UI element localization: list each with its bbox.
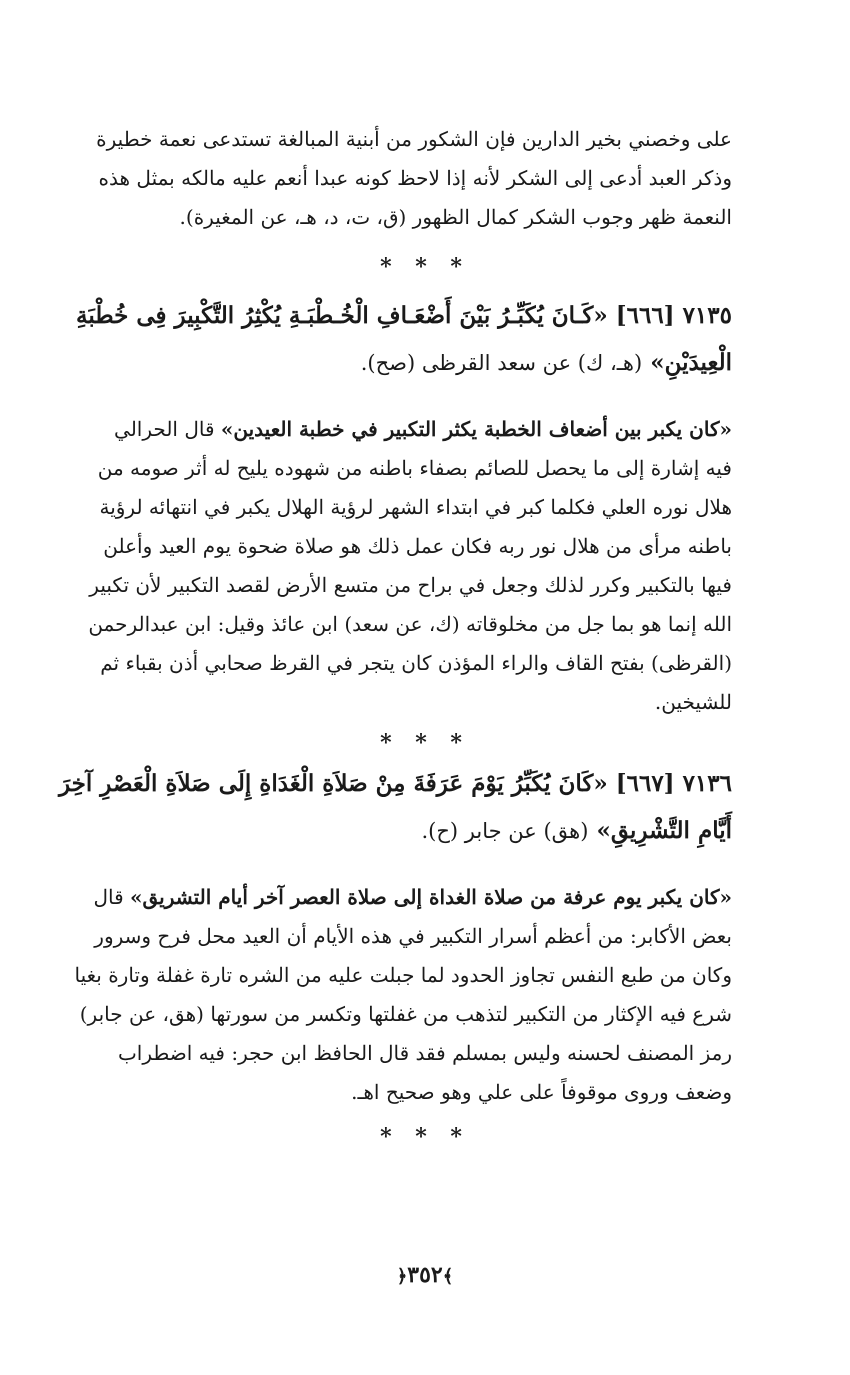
commentary-line: وكان من طبع النفس تجاوز الحدود لما جبلت عليه من الشره تارة غفلة وتارة بغيا: [74, 963, 732, 987]
intro-line: وذكر العبد أدعى إلى الشكر لأنه إذا لاحظ كونه عبدا أنعم عليه مالكه بمثل هذه: [98, 166, 732, 190]
hadith-ref: [٦٦٦]: [615, 302, 675, 329]
hadith-line: [120, 807, 732, 854]
commentary-line: فيه إشارة إلى ما يحصل للصائم بصفاء باطنه من شهوده يليح له أثر صومه من: [97, 456, 732, 480]
intro-line: النعمة ظهر وجوب الشكر كمال الظهور (ق، ت، د، هـ، عن المغيرة).: [179, 205, 732, 229]
intro-paragraph: [96, 120, 732, 237]
commentary-line: [93, 878, 732, 917]
hadith-text: «كَانَ يُكَبِّرُ يَوْمَ عَرَفَةَ مِنْ صَلاَةِ الْغَدَاةِ إِلَى صَلاَةِ الْعَصْرِ آخِرَ: [58, 770, 608, 797]
commentary-text: قال الحرالي: [114, 417, 215, 441]
hadith-line: [76, 292, 732, 339]
commentary-7136: [74, 878, 732, 1112]
commentary-line: فيها بالتكبير وكرر لذلك وجعل في براح من متسع الأرض لقصد التكبير لأن تكبير: [89, 573, 732, 597]
commentary-text: قال: [93, 885, 124, 909]
hadith-7135: [76, 292, 732, 386]
hadith-number: ٧١٣٥: [682, 302, 732, 329]
ornament-right: ﴾: [442, 1266, 454, 1287]
commentary-line: رمز المصنف لحسنه وليس بمسلم فقد قال الحافظ ابن حجر: فيه اضطراب: [117, 1041, 732, 1065]
commentary-line: باطنه مرأى من هلال نور ربه فكان عمل ذلك هو صلاة ضحوة يوم العيد وأعلن: [103, 534, 732, 558]
commentary-quote: «كان يكبر بين أضعاف الخطبة يكثر التكبير في خطبة العيدين»: [220, 417, 732, 441]
commentary-line: الله إنما هو بما جل من مخلوقاته (ك، عن سعد) ابن عائذ وقيل: ابن عبدالرحمن: [88, 612, 732, 636]
hadith-text: الْعِيدَيْنِ»: [650, 349, 732, 376]
section-separator: * * *: [380, 254, 470, 280]
hadith-line: [58, 760, 732, 807]
ornament-left: ﴿: [396, 1266, 408, 1287]
intro-line: على وخصني بخير الدارين فإن الشكور من أبنية المبالغة تستدعى نعمة خطيرة: [96, 127, 732, 151]
page-footer: [0, 1262, 850, 1288]
commentary-quote: «كان يكبر يوم عرفة من صلاة الغداة إلى صلاة العصر آخر أيام التشريق»: [130, 885, 732, 909]
commentary-line: بعض الأكابر: من أعظم أسرار التكبير في هذه الأيام أن العيد محل فرح وسرور: [94, 924, 732, 948]
hadith-source: (هـ، ك) عن سعد القرظى (صح).: [360, 351, 643, 375]
hadith-line: [120, 339, 732, 386]
commentary-line: [114, 410, 732, 449]
hadith-source: (هق) عن جابر (ح).: [421, 819, 589, 843]
commentary-line: (القرظى) بفتح القاف والراء المؤذن كان يتجر في القرظ صحابي أذن بقباء ثم: [100, 651, 732, 675]
commentary-line: للشيخين.: [654, 690, 732, 714]
hadith-text: أَيَّامِ التَّشْرِيقِ»: [596, 817, 732, 844]
commentary-line: شرع فيه الإكثار من التكبير لتذهب من غفلتها وتكسر من سورتها (هق، عن جابر): [79, 1002, 732, 1026]
hadith-ref: [٦٦٧]: [615, 770, 675, 797]
commentary-7135: [88, 410, 732, 722]
page-number: ٣٥٢: [407, 1262, 443, 1288]
section-separator: * * *: [380, 730, 470, 756]
hadith-text: «كَـانَ يُكَبِّـرُ بَيْنَ أَضْعَـافِ الْخُـطْبَـةِ يُكْثِرُ التَّكْبِيرَ فِى خُطْبَةِ: [76, 302, 608, 329]
section-separator: * * *: [380, 1124, 470, 1150]
commentary-line: هلال نوره العلي فكلما كبر في ابتداء الشهر لرؤية الهلال يكبر في انتهائه لرؤية: [99, 495, 732, 519]
hadith-7136: [58, 760, 732, 854]
hadith-number: ٧١٣٦: [682, 770, 732, 797]
commentary-line: وضعف وروى موقوفاً على علي وهو صحيح اهـ.: [351, 1080, 732, 1104]
